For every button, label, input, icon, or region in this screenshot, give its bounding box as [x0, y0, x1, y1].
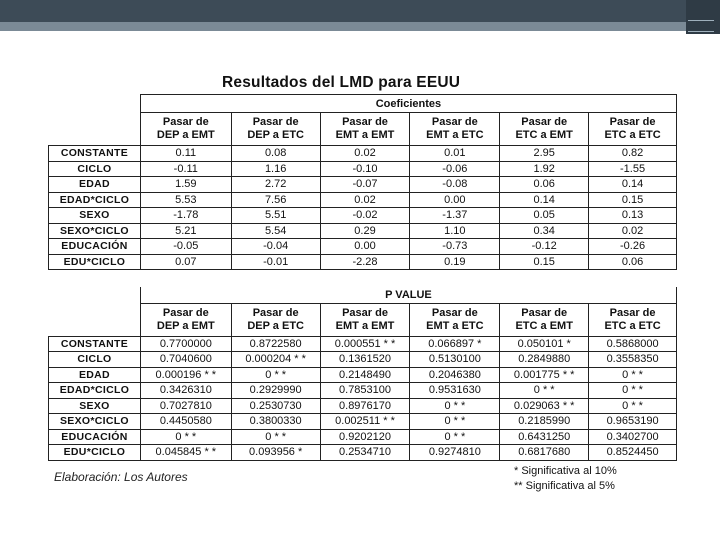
table-cell: 1.16 [231, 161, 320, 177]
column-header-line1: Pasar de [431, 116, 478, 128]
column-header-line1: Pasar de [342, 116, 388, 128]
table-cell: -1.78 [140, 208, 231, 224]
column-header [500, 303, 589, 336]
column-header-line2: ETC a EMT [515, 129, 573, 141]
table-cell: -0.10 [320, 161, 410, 177]
table-cell: 0.02 [589, 223, 677, 239]
column-header-line1: Pasar de [609, 116, 656, 128]
column-header [231, 303, 320, 336]
column-header-line2: DEP a EMT [156, 319, 215, 332]
table-cell: 0.000551 * * [320, 336, 410, 352]
table-cell: 0.9531630 [410, 383, 500, 399]
column-header [231, 113, 320, 146]
coefficients-table [48, 94, 677, 270]
column-header [320, 303, 410, 336]
table-cell: 0.5130100 [410, 352, 500, 368]
table-corner-blank [49, 95, 141, 113]
column-header-line1: Pasar de [252, 306, 299, 319]
row-label: EDAD*CICLO [49, 192, 141, 208]
table-cell: 0.2849880 [500, 352, 589, 368]
table-cell: 0 * * [589, 367, 677, 383]
significance-note-10: * Significativa al 10% [514, 465, 617, 477]
table-cell: 0.14 [500, 192, 589, 208]
table-cell: 0 * * [589, 398, 677, 414]
column-header-line2: DEP a EMT [156, 129, 215, 141]
table-cell: -2.28 [320, 254, 410, 270]
table-cell: 0.34 [500, 223, 589, 239]
table-cell: 0.6431250 [500, 429, 589, 445]
table-cell: 2.95 [500, 146, 589, 162]
table-cell: -0.11 [140, 161, 231, 177]
row-label: CONSTANTE [49, 146, 141, 162]
column-header-line1: Pasar de [609, 306, 656, 319]
table-cell: 5.54 [231, 223, 320, 239]
column-header [589, 113, 677, 146]
table-row [49, 161, 677, 177]
table-cell: 0.2185990 [500, 414, 589, 430]
table-cell: 0.8722580 [231, 336, 320, 352]
table-cell: 0.02 [320, 192, 410, 208]
table-cell: 0.1361520 [320, 352, 410, 368]
table-cell: 5.21 [140, 223, 231, 239]
source-caption: Elaboración: Los Autores [54, 470, 188, 484]
table-cell: -0.07 [320, 177, 410, 193]
table-row [49, 352, 677, 368]
table-cell: 0.7700000 [140, 336, 231, 352]
row-label: SEXO*CICLO [49, 414, 141, 430]
table-cell: 0.2148490 [320, 367, 410, 383]
coefficients-table-body [49, 146, 677, 270]
table-cell: -0.02 [320, 208, 410, 224]
table-cell: 7.56 [231, 192, 320, 208]
table-cell: 0 * * [410, 414, 500, 430]
column-header-line2: EMT a EMT [335, 319, 395, 332]
table-cell: 0.82 [589, 146, 677, 162]
pvalue-group-header: P VALUE [140, 287, 676, 303]
table-cell: 0 * * [140, 429, 231, 445]
column-header-line2: DEP a ETC [247, 129, 304, 141]
table-row [49, 383, 677, 399]
table-cell: 0.2929990 [231, 383, 320, 399]
row-label: CICLO [49, 352, 141, 368]
table-cell: 0.3402700 [589, 429, 677, 445]
table-cell: -0.12 [500, 239, 589, 255]
column-header-line1: Pasar de [521, 116, 568, 128]
table-cell: 0.9653190 [589, 414, 677, 430]
table-cell: 0.9202120 [320, 429, 410, 445]
table-cell: 0.01 [410, 146, 500, 162]
coefficients-group-header: Coeficientes [140, 95, 676, 113]
column-header-line2: ETC a ETC [604, 129, 661, 141]
table-cell: 0.000196 * * [140, 367, 231, 383]
table-cell: 0.15 [500, 254, 589, 270]
table-cell: 0.5868000 [589, 336, 677, 352]
pvalue-table-body [49, 336, 677, 460]
table-row [49, 336, 677, 352]
column-header-line1: Pasar de [162, 306, 209, 319]
table-corner-blank [49, 303, 141, 336]
table-cell: 0.3558350 [589, 352, 677, 368]
table-cell: 0.00 [320, 239, 410, 255]
column-header-line2: DEP a ETC [247, 319, 304, 332]
table-cell: -0.05 [140, 239, 231, 255]
table-row [49, 239, 677, 255]
table-cell: 0.06 [500, 177, 589, 193]
table-cell: 0.7027810 [140, 398, 231, 414]
table-cell: 0.3426310 [140, 383, 231, 399]
table-cell: 0.06 [589, 254, 677, 270]
table-cell: 0.13 [589, 208, 677, 224]
row-label: EDU*CICLO [49, 254, 141, 270]
column-header-line2: EMT a ETC [426, 129, 484, 141]
table-cell: 0.029063 * * [500, 398, 589, 414]
table-cell: 5.53 [140, 192, 231, 208]
column-header [140, 113, 231, 146]
table-cell: 0.8524450 [589, 445, 677, 461]
column-header-line2: EMT a EMT [335, 129, 395, 141]
column-header [410, 303, 500, 336]
table-row [49, 398, 677, 414]
column-header [589, 303, 677, 336]
column-header-line1: Pasar de [521, 306, 568, 319]
table-corner-blank [49, 113, 141, 146]
row-label: EDUCACIÓN [49, 429, 141, 445]
row-label: EDU*CICLO [49, 445, 141, 461]
row-label: SEXO*CICLO [49, 223, 141, 239]
table-cell: 0.7853100 [320, 383, 410, 399]
table-cell: 0 * * [410, 398, 500, 414]
table-cell: 0.02 [320, 146, 410, 162]
table-cell: 0 * * [231, 367, 320, 383]
column-header-line2: EMT a ETC [426, 319, 484, 332]
table-cell: 0.002511 * * [320, 414, 410, 430]
table-cell: 0.29 [320, 223, 410, 239]
table-cell: -1.55 [589, 161, 677, 177]
pvalue-table [48, 287, 677, 461]
table-cell: -0.08 [410, 177, 500, 193]
row-label: EDAD [49, 367, 141, 383]
row-label: EDUCACIÓN [49, 239, 141, 255]
table-cell: 0 * * [231, 429, 320, 445]
table-row [49, 429, 677, 445]
table-cell: 0.19 [410, 254, 500, 270]
column-header-line2: ETC a EMT [515, 319, 573, 332]
table-cell: 0.14 [589, 177, 677, 193]
table-row [49, 208, 677, 224]
table-cell: 0.7040600 [140, 352, 231, 368]
slide-title: Resultados del LMD para EEUU [222, 74, 461, 91]
table-cell: 0.4450580 [140, 414, 231, 430]
table-row [49, 367, 677, 383]
table-cell: 0.093956 * [231, 445, 320, 461]
table-cell: 0.6817680 [500, 445, 589, 461]
table-cell: 0.3800330 [231, 414, 320, 430]
table-row [49, 146, 677, 162]
table-cell: -0.06 [410, 161, 500, 177]
column-header [500, 113, 589, 146]
slide-top-accent-bar [0, 22, 720, 31]
row-label: SEXO [49, 208, 141, 224]
table-cell: 1.59 [140, 177, 231, 193]
slide-corner-decoration [686, 0, 720, 34]
table-cell: 0.11 [140, 146, 231, 162]
column-header-line1: Pasar de [252, 116, 299, 128]
table-corner-blank [49, 287, 141, 303]
table-cell: 0.000204 * * [231, 352, 320, 368]
table-cell: -0.26 [589, 239, 677, 255]
row-label: CONSTANTE [49, 336, 141, 352]
table-cell: -0.73 [410, 239, 500, 255]
table-row [49, 414, 677, 430]
table-row [49, 254, 677, 270]
table-cell: 0.8976170 [320, 398, 410, 414]
table-cell: 0.2046380 [410, 367, 500, 383]
table-cell: -0.01 [231, 254, 320, 270]
column-header-line1: Pasar de [162, 116, 209, 128]
table-cell: 1.10 [410, 223, 500, 239]
table-row [49, 192, 677, 208]
column-header-line1: Pasar de [342, 306, 388, 319]
table-cell: 5.51 [231, 208, 320, 224]
row-label: EDAD*CICLO [49, 383, 141, 399]
table-cell: 0.050101 * [500, 336, 589, 352]
table-cell: 0.15 [589, 192, 677, 208]
table-cell: 0 * * [589, 383, 677, 399]
table-cell: 0.08 [231, 146, 320, 162]
table-cell: 1.92 [500, 161, 589, 177]
table-cell: 0.2534710 [320, 445, 410, 461]
row-label: CICLO [49, 161, 141, 177]
table-cell: 0.9274810 [410, 445, 500, 461]
table-cell: 0 * * [410, 429, 500, 445]
table-row [49, 223, 677, 239]
column-header-line2: ETC a ETC [604, 319, 661, 332]
column-header [410, 113, 500, 146]
table-cell: 0.066897 * [410, 336, 500, 352]
table-row [49, 177, 677, 193]
column-header [140, 303, 231, 336]
table-cell: -1.37 [410, 208, 500, 224]
table-cell: 0.2530730 [231, 398, 320, 414]
slide-top-bar [0, 0, 720, 22]
table-cell: 0 * * [500, 383, 589, 399]
table-cell: 0.00 [410, 192, 500, 208]
row-label: EDAD [49, 177, 141, 193]
row-label: SEXO [49, 398, 141, 414]
corner-lines-decoration [688, 20, 714, 32]
table-cell: 2.72 [231, 177, 320, 193]
table-cell: -0.04 [231, 239, 320, 255]
table-row [49, 445, 677, 461]
significance-note-5: ** Significativa al 5% [514, 480, 615, 492]
table-cell: 0.001775 * * [500, 367, 589, 383]
table-cell: 0.05 [500, 208, 589, 224]
table-cell: 0.07 [140, 254, 231, 270]
table-cell: 0.045845 * * [140, 445, 231, 461]
column-header [320, 113, 410, 146]
column-header-line1: Pasar de [431, 306, 478, 319]
